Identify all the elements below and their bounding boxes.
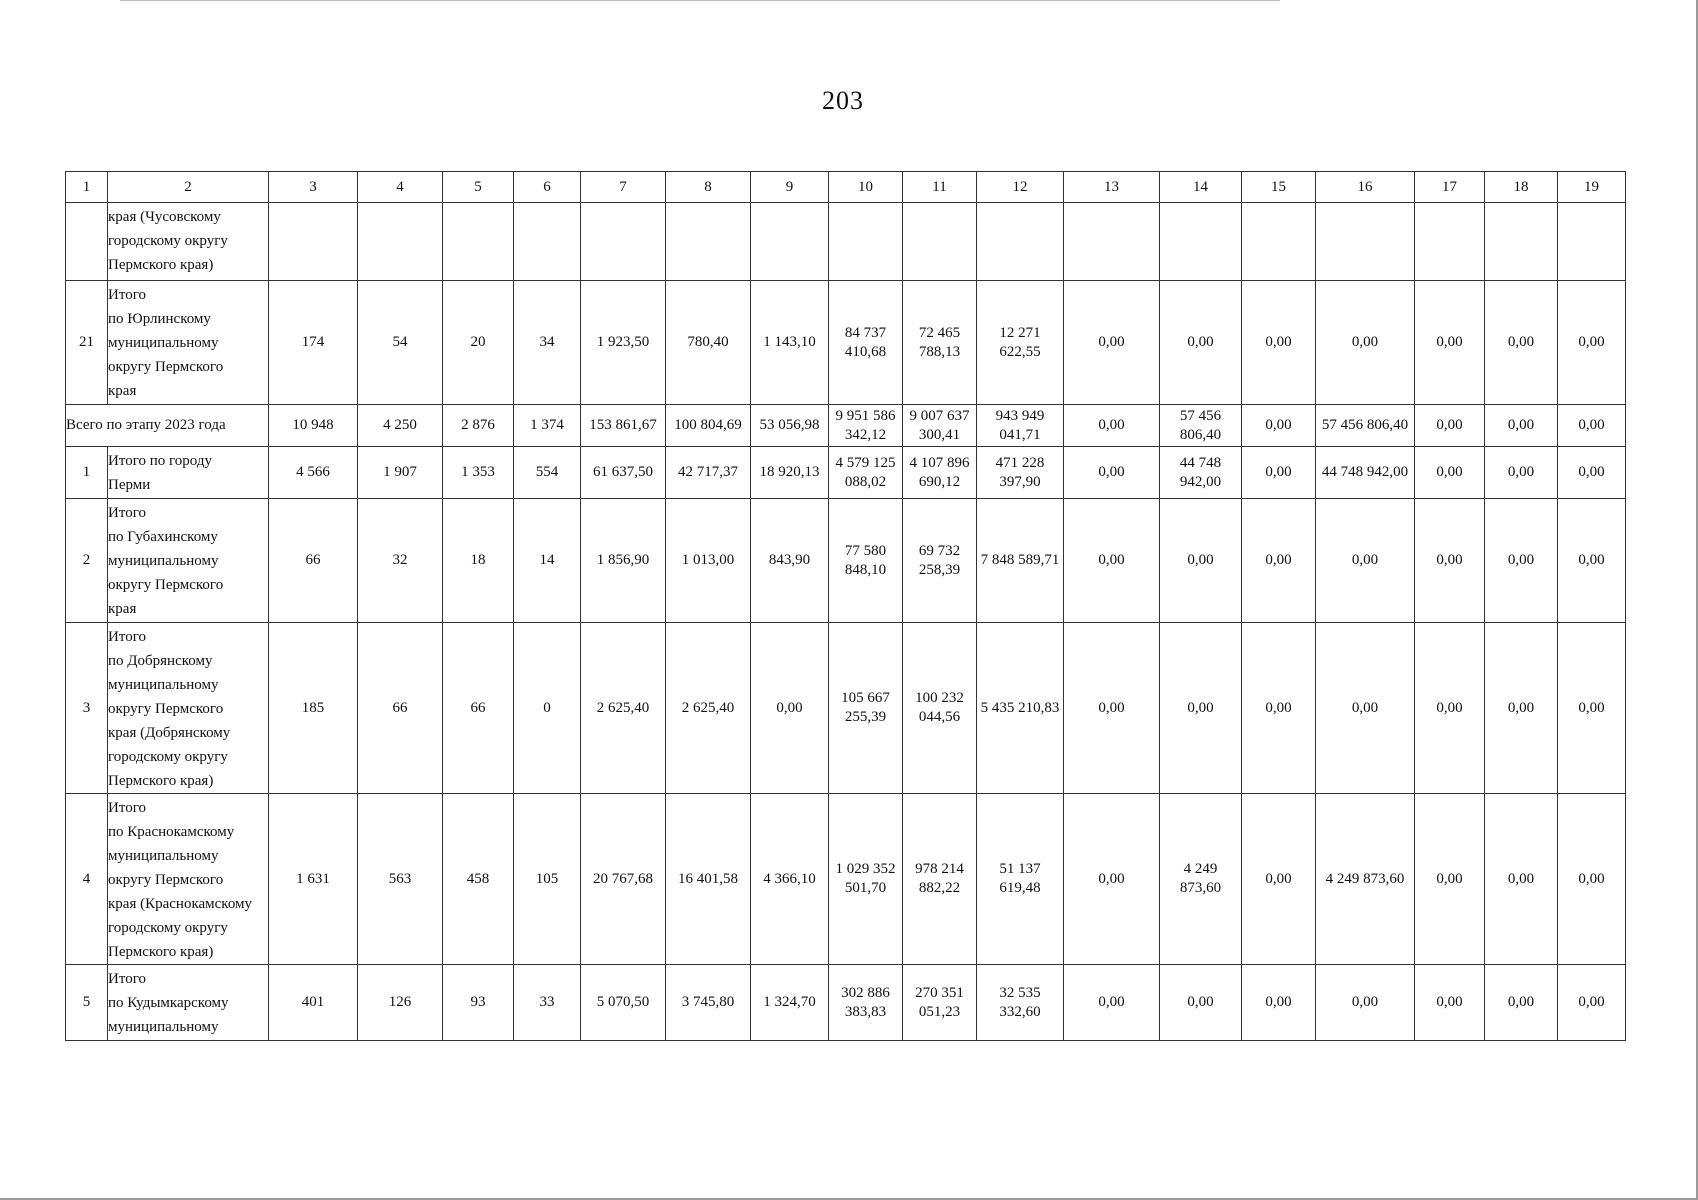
column-number-4: 4 [358,172,443,203]
cell-col-18: 0,00 [1485,623,1558,794]
cell-col-4: 66 [358,623,443,794]
cell-col-6: 1 374 [514,405,581,447]
column-number-11: 11 [903,172,977,203]
cell-col-15: 0,00 [1242,281,1316,405]
cell-col-17: 0,00 [1415,447,1485,499]
column-number-7: 7 [581,172,666,203]
cell-col-15: 0,00 [1242,499,1316,623]
cell-col-6 [514,203,581,281]
data-table [65,171,1626,1041]
cell-col-4 [358,203,443,281]
cell-col-14: 44 748 942,00 [1160,447,1242,499]
column-number-6: 6 [514,172,581,203]
column-number-5: 5 [443,172,514,203]
cell-col-7: 2 625,40 [581,623,666,794]
cell-col-16: 0,00 [1316,623,1415,794]
column-number-1: 1 [66,172,108,203]
cell-col-17: 0,00 [1415,623,1485,794]
cell-col-3 [269,203,358,281]
cell-col-7: 61 637,50 [581,447,666,499]
cell-col-13: 0,00 [1064,499,1160,623]
cell-col-14 [1160,203,1242,281]
cell-col-8: 780,40 [666,281,751,405]
cell-col-16: 0,00 [1316,499,1415,623]
cell-col-4: 32 [358,499,443,623]
row-number: 4 [66,794,108,965]
row-name: края (Чусовскому городскому округу Пермского края) [108,203,269,281]
cell-col-9: 843,90 [751,499,829,623]
cell-col-15: 0,00 [1242,965,1316,1041]
cell-col-4: 4 250 [358,405,443,447]
cell-col-19: 0,00 [1558,499,1626,623]
column-number-19: 19 [1558,172,1626,203]
cell-col-16: 0,00 [1316,281,1415,405]
cell-col-17: 0,00 [1415,281,1485,405]
cell-col-5: 2 876 [443,405,514,447]
cell-col-13: 0,00 [1064,794,1160,965]
cell-col-13: 0,00 [1064,447,1160,499]
column-number-13: 13 [1064,172,1160,203]
cell-col-19: 0,00 [1558,281,1626,405]
cell-col-3: 185 [269,623,358,794]
row-name: Итого по Губахинскому муниципальному округу Пермского края [108,499,269,623]
cell-col-17: 0,00 [1415,794,1485,965]
row-name: Всего по этапу 2023 года [66,405,269,447]
cell-col-9: 0,00 [751,623,829,794]
cell-col-3: 66 [269,499,358,623]
cell-col-3: 10 948 [269,405,358,447]
cell-col-7: 1 923,50 [581,281,666,405]
cell-col-10: 105 667 255,39 [829,623,903,794]
cell-col-4: 54 [358,281,443,405]
cell-col-10: 4 579 125 088,02 [829,447,903,499]
cell-col-3: 174 [269,281,358,405]
cell-col-14: 0,00 [1160,623,1242,794]
cell-col-8: 100 804,69 [666,405,751,447]
cell-col-6: 105 [514,794,581,965]
cell-col-15: 0,00 [1242,405,1316,447]
cell-col-11: 978 214 882,22 [903,794,977,965]
cell-col-5 [443,203,514,281]
cell-col-14: 0,00 [1160,965,1242,1041]
cell-col-12: 5 435 210,83 [977,623,1064,794]
cell-col-5: 458 [443,794,514,965]
column-number-16: 16 [1316,172,1415,203]
column-number-8: 8 [666,172,751,203]
cell-col-11: 270 351 051,23 [903,965,977,1041]
cell-col-19: 0,00 [1558,405,1626,447]
cell-col-10 [829,203,903,281]
cell-col-12: 943 949 041,71 [977,405,1064,447]
cell-col-8: 16 401,58 [666,794,751,965]
cell-col-14: 4 249 873,60 [1160,794,1242,965]
cell-col-5: 20 [443,281,514,405]
cell-col-10: 84 737 410,68 [829,281,903,405]
cell-col-12: 32 535 332,60 [977,965,1064,1041]
cell-col-4: 126 [358,965,443,1041]
cell-col-16: 57 456 806,40 [1316,405,1415,447]
column-number-10: 10 [829,172,903,203]
column-number-12: 12 [977,172,1064,203]
cell-col-15: 0,00 [1242,794,1316,965]
column-number-9: 9 [751,172,829,203]
cell-col-11 [903,203,977,281]
row-name: Итого по Кудымкарскому муниципальному [108,965,269,1041]
column-number-18: 18 [1485,172,1558,203]
cell-col-11: 4 107 896 690,12 [903,447,977,499]
cell-col-12: 12 271 622,55 [977,281,1064,405]
cell-col-10: 1 029 352 501,70 [829,794,903,965]
cell-col-7: 5 070,50 [581,965,666,1041]
cell-col-7 [581,203,666,281]
page-number: 203 [822,86,864,115]
row-name: Итого по Юрлинскому муниципальному округу Пермского края [108,281,269,405]
cell-col-16 [1316,203,1415,281]
table-row [66,203,1626,281]
cell-col-17: 0,00 [1415,965,1485,1041]
cell-col-11: 72 465 788,13 [903,281,977,405]
cell-col-6: 33 [514,965,581,1041]
cell-col-18: 0,00 [1485,447,1558,499]
cell-col-18: 0,00 [1485,405,1558,447]
cell-col-13 [1064,203,1160,281]
cell-col-15 [1242,203,1316,281]
cell-col-11: 9 007 637 300,41 [903,405,977,447]
row-number: 3 [66,623,108,794]
cell-col-8: 2 625,40 [666,623,751,794]
cell-col-8: 42 717,37 [666,447,751,499]
column-number-17: 17 [1415,172,1485,203]
cell-col-7: 153 861,67 [581,405,666,447]
cell-col-4: 1 907 [358,447,443,499]
cell-col-6: 554 [514,447,581,499]
cell-col-8: 3 745,80 [666,965,751,1041]
cell-col-13: 0,00 [1064,281,1160,405]
cell-col-15: 0,00 [1242,447,1316,499]
row-number: 1 [66,447,108,499]
cell-col-10: 77 580 848,10 [829,499,903,623]
column-number-15: 15 [1242,172,1316,203]
scan-edge-top [120,0,1280,1]
cell-col-4: 563 [358,794,443,965]
cell-col-13: 0,00 [1064,405,1160,447]
cell-col-14: 57 456 806,40 [1160,405,1242,447]
cell-col-16: 4 249 873,60 [1316,794,1415,965]
cell-col-12: 7 848 589,71 [977,499,1064,623]
cell-col-7: 20 767,68 [581,794,666,965]
column-number-2: 2 [108,172,269,203]
cell-col-11: 69 732 258,39 [903,499,977,623]
cell-col-5: 1 353 [443,447,514,499]
cell-col-14: 0,00 [1160,499,1242,623]
cell-col-15: 0,00 [1242,623,1316,794]
cell-col-8: 1 013,00 [666,499,751,623]
cell-col-19 [1558,203,1626,281]
cell-col-9: 4 366,10 [751,794,829,965]
table-body [66,172,1626,1041]
cell-col-10: 9 951 586 342,12 [829,405,903,447]
cell-col-7: 1 856,90 [581,499,666,623]
cell-col-9: 53 056,98 [751,405,829,447]
cell-col-12 [977,203,1064,281]
row-number [66,203,108,281]
row-name: Итого по Добрянскому муниципальному округу Пермского края (Добрянскому городскому округу Пермского края) [108,623,269,794]
table-row [66,499,1626,623]
cell-col-16: 0,00 [1316,965,1415,1041]
cell-col-18: 0,00 [1485,965,1558,1041]
cell-col-12: 51 137 619,48 [977,794,1064,965]
cell-col-5: 18 [443,499,514,623]
cell-col-5: 93 [443,965,514,1041]
cell-col-18: 0,00 [1485,281,1558,405]
cell-col-17: 0,00 [1415,499,1485,623]
cell-col-10: 302 886 383,83 [829,965,903,1041]
cell-col-9: 1 143,10 [751,281,829,405]
cell-col-9: 18 920,13 [751,447,829,499]
cell-col-9: 1 324,70 [751,965,829,1041]
table-row [66,281,1626,405]
row-number: 21 [66,281,108,405]
cell-col-16: 44 748 942,00 [1316,447,1415,499]
table-row-total [66,405,1626,447]
cell-col-9 [751,203,829,281]
cell-col-3: 401 [269,965,358,1041]
cell-col-17: 0,00 [1415,405,1485,447]
table-row [66,965,1626,1041]
cell-col-19: 0,00 [1558,794,1626,965]
column-number-14: 14 [1160,172,1242,203]
cell-col-6: 0 [514,623,581,794]
cell-col-14: 0,00 [1160,281,1242,405]
cell-col-18: 0,00 [1485,499,1558,623]
cell-col-17 [1415,203,1485,281]
cell-col-19: 0,00 [1558,447,1626,499]
row-number: 2 [66,499,108,623]
row-name: Итого по Краснокамскому муниципальному округу Пермского края (Краснокамскому городскому округу Пермского края) [108,794,269,965]
cell-col-18 [1485,203,1558,281]
table-row [66,447,1626,499]
cell-col-3: 1 631 [269,794,358,965]
row-number: 5 [66,965,108,1041]
cell-col-3: 4 566 [269,447,358,499]
cell-col-11: 100 232 044,56 [903,623,977,794]
cell-col-18: 0,00 [1485,794,1558,965]
cell-col-13: 0,00 [1064,965,1160,1041]
row-name: Итого по городу Перми [108,447,269,499]
cell-col-19: 0,00 [1558,965,1626,1041]
table-row [66,623,1626,794]
cell-col-5: 66 [443,623,514,794]
table-row [66,794,1626,965]
column-number-3: 3 [269,172,358,203]
cell-col-13: 0,00 [1064,623,1160,794]
cell-col-12: 471 228 397,90 [977,447,1064,499]
cell-col-19: 0,00 [1558,623,1626,794]
column-number-row [66,172,1626,203]
cell-col-6: 34 [514,281,581,405]
cell-col-8 [666,203,751,281]
cell-col-6: 14 [514,499,581,623]
